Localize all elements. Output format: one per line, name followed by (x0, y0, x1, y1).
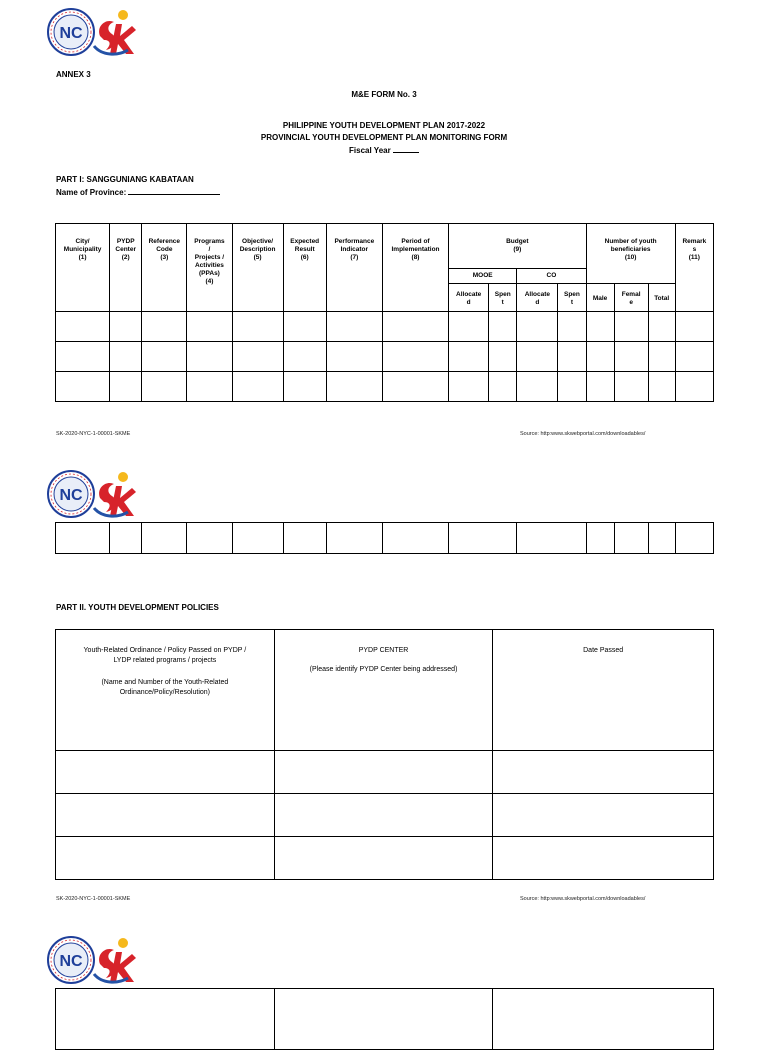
logo-group (46, 934, 138, 986)
table-cell[interactable] (326, 312, 382, 342)
table-cell[interactable] (56, 837, 275, 880)
table-cell[interactable] (614, 312, 648, 342)
svg-text:NC: NC (59, 487, 83, 504)
svg-text:NC: NC (59, 25, 83, 42)
part1-continuation-table (55, 522, 714, 554)
part2-table (55, 629, 714, 880)
table-row (56, 372, 714, 402)
col-performance-indicator: Performance Indicator (7) (326, 224, 382, 312)
col-mooe-allocated: Allocate d (449, 284, 489, 312)
table-cell[interactable] (56, 523, 110, 554)
table-cell[interactable] (56, 989, 275, 1050)
col-mooe-spent: Spen t (489, 284, 517, 312)
table-cell[interactable] (493, 794, 714, 837)
table-cell[interactable] (493, 989, 714, 1050)
table-cell[interactable] (274, 989, 493, 1050)
table-cell[interactable] (648, 312, 675, 342)
part1-title: PART I: SANGGUNIANG KABATAAN (56, 175, 194, 184)
col-budget: Budget (9) (449, 224, 586, 269)
table-cell[interactable] (187, 523, 232, 554)
table-cell[interactable] (648, 523, 675, 554)
footer-source: Source: http:www.skwebportal.com/downloadables/ (520, 896, 646, 902)
nyc-logo-icon (46, 935, 96, 985)
table-cell[interactable] (489, 342, 517, 372)
table-cell[interactable] (675, 342, 713, 372)
table-cell[interactable] (274, 751, 493, 794)
table-cell[interactable] (232, 312, 283, 342)
table-cell[interactable] (558, 312, 586, 342)
sk-logo-icon (92, 468, 138, 520)
footer-code: SK-2020-NYC-1-00001-SKME (56, 431, 131, 437)
col-co-allocated: Allocate d (517, 284, 558, 312)
col-mooe: MOOE (449, 269, 517, 284)
svg-text:NC: NC (59, 953, 83, 970)
province-blank[interactable] (128, 187, 220, 195)
table-cell[interactable] (558, 342, 586, 372)
table-cell[interactable] (675, 312, 713, 342)
table-row (56, 794, 714, 837)
col-reference-code: Reference Code (3) (142, 224, 187, 312)
form-title: PROVINCIAL YOUTH DEVELOPMENT PLAN MONITORING FORM (260, 133, 508, 142)
table-cell[interactable] (382, 312, 448, 342)
table-cell[interactable] (648, 342, 675, 372)
part1-table (55, 223, 714, 402)
fiscal-year: Fiscal Year (0, 145, 768, 155)
table-cell[interactable] (382, 372, 448, 402)
table-cell[interactable] (274, 837, 493, 880)
table-cell[interactable] (283, 523, 326, 554)
table-cell[interactable] (614, 523, 648, 554)
table-cell[interactable] (232, 372, 283, 402)
table-cell[interactable] (110, 312, 142, 342)
table-cell[interactable] (326, 523, 382, 554)
col-date-passed: Date Passed (493, 630, 714, 751)
sk-logo-icon (92, 934, 138, 986)
table-row (56, 342, 714, 372)
logo-group (46, 468, 138, 520)
table-cell[interactable] (56, 751, 275, 794)
fiscal-year-blank[interactable] (393, 145, 419, 153)
table-row (56, 751, 714, 794)
table-cell[interactable] (142, 312, 187, 342)
table-cell[interactable] (56, 372, 110, 402)
col-expected-result: Expected Result (6) (283, 224, 326, 312)
col-pydp-center: PYDP Center (2) (110, 224, 142, 312)
col-total: Total (648, 284, 675, 312)
table-cell[interactable] (142, 523, 187, 554)
table-cell[interactable] (232, 523, 283, 554)
table-cell[interactable] (449, 523, 517, 554)
table-cell[interactable] (56, 312, 110, 342)
table-cell[interactable] (449, 342, 489, 372)
table-cell[interactable] (493, 837, 714, 880)
col-pydp-center: PYDP CENTER (Please identify PYDP Center being addressed) (274, 630, 493, 751)
col-female: Femal e (614, 284, 648, 312)
part2-title: PART II. YOUTH DEVELOPMENT POLICIES (56, 603, 219, 612)
table-cell[interactable] (110, 372, 142, 402)
table-cell[interactable] (614, 342, 648, 372)
table-cell[interactable] (142, 342, 187, 372)
table-cell[interactable] (586, 372, 614, 402)
table-row (56, 523, 714, 554)
table-cell[interactable] (232, 342, 283, 372)
table-cell[interactable] (517, 372, 558, 402)
nyc-logo-icon (46, 469, 96, 519)
form-number: M&E FORM No. 3 (351, 90, 417, 99)
table-cell[interactable] (586, 312, 614, 342)
table-cell[interactable] (493, 751, 714, 794)
table-cell[interactable] (142, 372, 187, 402)
table-cell[interactable] (449, 312, 489, 342)
province-line: Name of Province: (56, 187, 220, 197)
table-cell[interactable] (586, 342, 614, 372)
table-cell[interactable] (614, 372, 648, 402)
col-ordinance: Youth-Related Ordinance / Policy Passed on PYDP / LYDP related programs / projects (Name and Number of the Youth-Related Ordinance/Policy/Resolution) (56, 630, 275, 751)
col-remarks: Remark s (11) (675, 224, 713, 312)
table-row (56, 837, 714, 880)
sk-logo-icon (92, 6, 138, 58)
plan-title: PHILIPPINE YOUTH DEVELOPMENT PLAN 2017-2022 (282, 121, 486, 130)
table-cell[interactable] (489, 372, 517, 402)
part2-continuation-table (55, 988, 714, 1050)
annex-label: ANNEX 3 (56, 70, 91, 79)
footer-source: Source: http:www.skwebportal.com/downloadables/ (520, 431, 646, 437)
table-cell[interactable] (110, 523, 142, 554)
table-cell[interactable] (517, 523, 586, 554)
col-male: Male (586, 284, 614, 312)
table-cell[interactable] (675, 523, 713, 554)
table-cell[interactable] (110, 342, 142, 372)
nyc-logo-icon (46, 7, 96, 57)
table-cell[interactable] (56, 794, 275, 837)
footer-code: SK-2020-NYC-1-00001-SKME (56, 896, 131, 902)
col-objective: Objective/ Description (5) (232, 224, 283, 312)
table-cell[interactable] (56, 342, 110, 372)
table-cell[interactable] (187, 372, 232, 402)
table-cell[interactable] (382, 342, 448, 372)
col-ppas: Programs / Projects / Activities (PPAs) (4) (187, 224, 232, 312)
table-cell[interactable] (489, 312, 517, 342)
table-cell[interactable] (187, 312, 232, 342)
table-cell[interactable] (274, 794, 493, 837)
table-row (56, 989, 714, 1050)
col-period: Period of Implementation (8) (382, 224, 448, 312)
table-cell[interactable] (517, 312, 558, 342)
table-cell[interactable] (326, 372, 382, 402)
table-cell[interactable] (517, 342, 558, 372)
table-cell[interactable] (586, 523, 614, 554)
table-cell[interactable] (449, 372, 489, 402)
col-beneficiaries: Number of youth beneficiaries (10) (586, 224, 675, 284)
table-cell[interactable] (558, 372, 586, 402)
table-cell[interactable] (648, 372, 675, 402)
table-cell[interactable] (382, 523, 448, 554)
col-co: CO (517, 269, 586, 284)
table-cell[interactable] (283, 372, 326, 402)
col-co-spent: Spen t (558, 284, 586, 312)
logo-group (46, 6, 138, 58)
table-cell[interactable] (283, 342, 326, 372)
table-row (56, 312, 714, 342)
table-cell[interactable] (283, 312, 326, 342)
table-cell[interactable] (675, 372, 713, 402)
col-city: City/ Municipality (1) (56, 224, 110, 312)
table-cell[interactable] (187, 342, 232, 372)
table-cell[interactable] (326, 342, 382, 372)
